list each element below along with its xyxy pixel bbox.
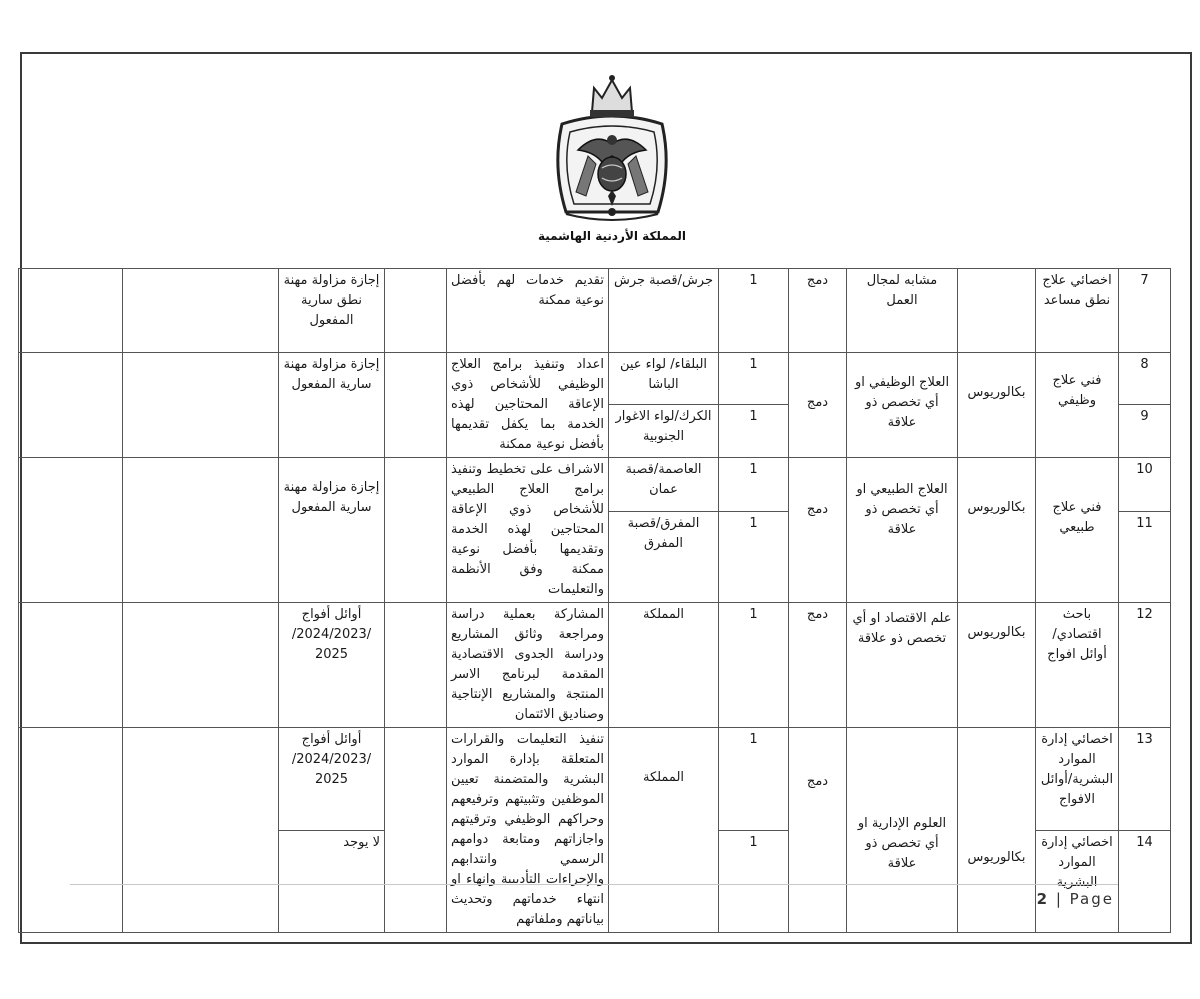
license-note: إجازة مزاولة مهنة سارية المفعول: [279, 458, 385, 603]
empty-cell: [123, 603, 279, 728]
empty-cell: [385, 269, 447, 353]
table-row: [19, 603, 1171, 728]
empty-cell: [385, 603, 447, 728]
no-condition-note: لا يوجد: [279, 830, 385, 933]
vacancy-count: 1: [719, 404, 789, 457]
svg-text:المملكة الأردنية الهاشمية: المملكة الأردنية الهاشمية: [537, 229, 687, 243]
location: الكرك/لواء الاغوار الجنوبية: [609, 404, 719, 457]
qualification: [958, 269, 1036, 353]
footer-divider: [70, 884, 1118, 885]
empty-cell: [19, 603, 123, 728]
appointment-type: دمج: [789, 269, 847, 353]
specialization: العلوم الإدارية او أي تخصص ذو علاقة: [847, 728, 958, 933]
empty-cell: [19, 728, 123, 933]
vacancy-count: 1: [719, 458, 789, 512]
job-description: الاشراف على تخطيط وتنفيذ برامج العلاج الطبيعي للأشخاص ذوي الإعاقة المحتاجين لهذه الخدمة وتقديمها بأفضل نوعية ممكنة وفق الأنظمة والتعليمات: [447, 458, 609, 603]
vacancy-count: 1: [719, 830, 789, 933]
row-number: 9: [1119, 404, 1171, 457]
specialization: مشابه لمجال العمل: [847, 269, 958, 353]
empty-cell: [123, 728, 279, 933]
table-row: [19, 353, 1171, 405]
location: المفرق/قصبة المفرق: [609, 511, 719, 602]
qualification: بكالوريوس: [958, 458, 1036, 603]
location: جرش/قصبة جرش: [609, 269, 719, 353]
row-number: 10: [1119, 458, 1171, 512]
page-number: [1000, 890, 1114, 908]
location: العاصمة/قصبة عمان: [609, 458, 719, 512]
row-number: 7: [1119, 269, 1171, 353]
table-row: [19, 728, 1171, 831]
row-number: 12: [1119, 603, 1171, 728]
empty-cell: [123, 269, 279, 353]
location: المملكة: [609, 603, 719, 728]
job-description: تقديم خدمات لهم بأفضل نوعية ممكنة: [447, 269, 609, 353]
empty-cell: [19, 458, 123, 603]
vacancy-count: 1: [719, 269, 789, 353]
empty-cell: [19, 269, 123, 353]
job-description: اعداد وتنفيذ برامج العلاج الوظيفي للأشخاص ذوي الإعاقة المحتاجين لهذه الخدمة بما يكفل تقديمها بأفضل نوعية ممكنة: [447, 353, 609, 458]
page-number-value: 2: [1036, 890, 1050, 908]
empty-cell: [385, 458, 447, 603]
empty-cell: [123, 458, 279, 603]
table-row: [19, 458, 1171, 512]
row-number: 8: [1119, 353, 1171, 405]
empty-cell: [19, 353, 123, 458]
specialization: علم الاقتصاد او أي تخصص ذو علاقة: [847, 603, 958, 728]
qualification: بكالوريوس: [958, 603, 1036, 728]
specialization: العلاج الوظيفي او أي تخصص ذو علاقة: [847, 353, 958, 458]
table-row: [19, 269, 1171, 353]
specialization: العلاج الطبيعي او أي تخصص ذو علاقة: [847, 458, 958, 603]
qualification: بكالوريوس: [958, 353, 1036, 458]
job-title: فني علاج طبيعي: [1036, 458, 1119, 603]
vacancy-count: 1: [719, 511, 789, 602]
appointment-type: دمج: [789, 728, 847, 933]
location: البلقاء/ لواء عين الباشا: [609, 353, 719, 405]
job-title: اخصائي علاج نطق مساعد: [1036, 269, 1119, 353]
page-label: Page: [1069, 890, 1114, 908]
empty-cell: [123, 353, 279, 458]
job-description: تنفيذ التعليمات والقرارات المتعلقة بإدارة الموارد البشرية والمتضمنة تعيين الموظفين وتثبيتهم وترفيعهم وحراكهم الوظيفي وترقيتهم واجازاتهم ومتابعة دوامهم الرسمي وانتدابهم والإجراءات التأديبية وانهاء او انتهاء خدماتهم وتحديث بياناتهم وملفاتهم: [447, 728, 609, 933]
vacancy-count: 1: [719, 603, 789, 728]
empty-cell: [385, 728, 447, 933]
job-title: باحث اقتصادي/أوائل افواج: [1036, 603, 1119, 728]
row-number: 13: [1119, 728, 1171, 831]
appointment-type: دمج: [789, 603, 847, 728]
page-number-separator: |: [1055, 890, 1063, 908]
job-description: المشاركة بعملية دراسة ومراجعة وثائق المشاريع ودراسة الجدوى الاقتصادية المقدمة لبرنامج الاسر المنتجة والمشاريع الإنتاجية وصناديق الائتمان: [447, 603, 609, 728]
coat-of-arms-emblem: [537, 72, 687, 254]
license-note: إجازة مزاولة مهنة نطق سارية المفعول: [279, 269, 385, 353]
job-title: فني علاج وظيفي: [1036, 353, 1119, 458]
appointment-type: دمج: [789, 353, 847, 458]
row-number: 11: [1119, 511, 1171, 602]
qualification: بكالوريوس: [958, 728, 1036, 933]
vacancies-table: [18, 268, 1171, 933]
empty-cell: [385, 353, 447, 458]
vacancy-count: 1: [719, 353, 789, 405]
fresh-graduate-note: أوائل أفواج /2024/2023/ 2025: [279, 603, 385, 728]
job-title: اخصائي إدارة الموارد البشرية: [1036, 830, 1119, 933]
job-title: اخصائي إدارة الموارد البشرية/أوائل الافواج: [1036, 728, 1119, 831]
location: المملكة: [609, 728, 719, 933]
row-number: 14: [1119, 830, 1171, 933]
appointment-type: دمج: [789, 458, 847, 603]
vacancy-count: 1: [719, 728, 789, 831]
fresh-graduate-note: أوائل أفواج /2024/2023/ 2025: [279, 728, 385, 831]
license-note: إجازة مزاولة مهنة سارية المفعول: [279, 353, 385, 458]
